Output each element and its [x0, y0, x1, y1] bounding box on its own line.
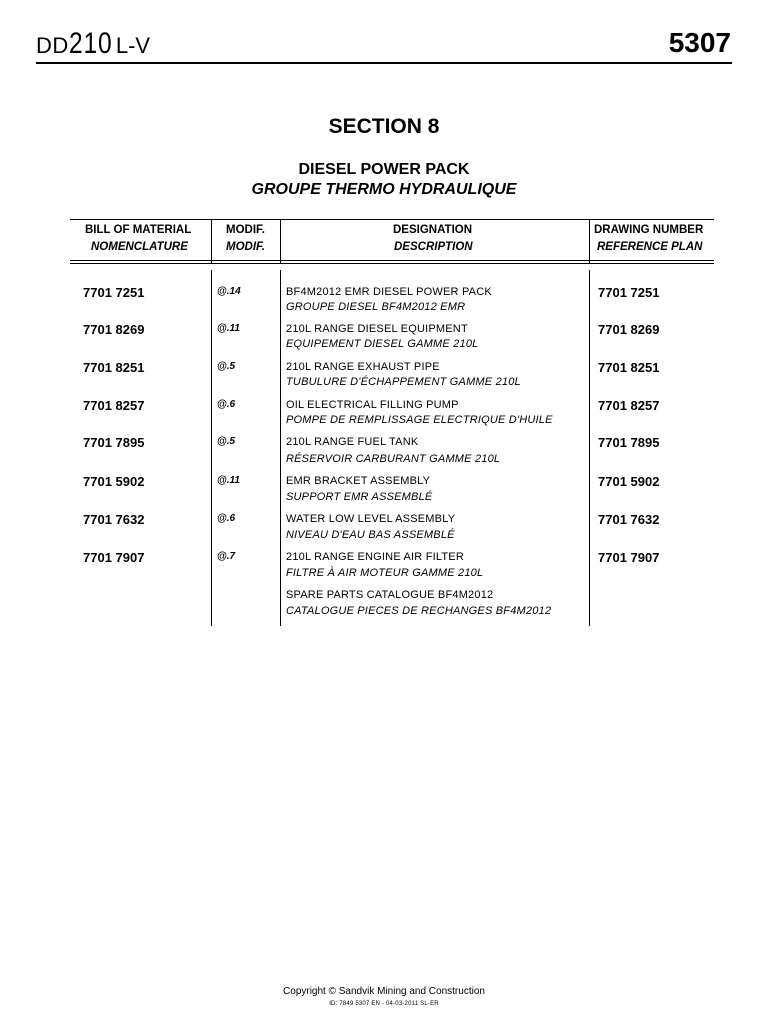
- copyright: Copyright © Sandvik Mining and Construction: [283, 986, 485, 997]
- model-suffix: L-V: [115, 33, 151, 58]
- table-header-rule-2: [70, 263, 714, 264]
- row-modif: @.7: [217, 551, 236, 562]
- row-modif: @.14: [217, 286, 241, 297]
- row-designation-fr: GROUPE DIESEL BF4M2012 EMR: [286, 301, 466, 313]
- row-designation-fr: FILTRE À AIR MOTEUR GAMME 210L: [286, 567, 484, 579]
- row-bom-number: 7701 8251: [83, 360, 145, 375]
- section-title: SECTION 8: [328, 115, 440, 138]
- row-bom-number: 7701 7632: [83, 512, 145, 527]
- row-designation-en: 210L RANGE FUEL TANK: [286, 436, 419, 448]
- table-top-rule: [70, 219, 714, 220]
- col-sep-3: [589, 270, 590, 626]
- row-designation-en: SPARE PARTS CATALOGUE BF4M2012: [286, 589, 494, 601]
- col-sep-1: [211, 270, 212, 626]
- row-designation-en: OIL ELECTRICAL FILLING PUMP: [286, 399, 459, 411]
- row-modif: @.5: [217, 436, 236, 447]
- col-header-modif: MODIF.: [226, 224, 265, 236]
- col-header-designation: DESIGNATION: [393, 224, 473, 236]
- title-french: GROUPE THERMO HYDRAULIQUE: [251, 181, 517, 198]
- row-designation-en: BF4M2012 EMR DIESEL POWER PACK: [286, 286, 492, 298]
- row-designation-fr: SUPPORT EMR ASSEMBLÉ: [286, 491, 433, 503]
- row-designation-fr: POMPE DE REMPLISSAGE ELECTRIQUE D'HUILE: [286, 414, 553, 426]
- row-modif: @.6: [217, 513, 236, 524]
- row-modif: @.5: [217, 361, 236, 372]
- row-drawing-number: 7701 7251: [598, 285, 660, 300]
- row-bom-number: 7701 7251: [83, 285, 145, 300]
- model-designation: [36, 24, 150, 64]
- row-bom-number: 7701 7907: [83, 550, 145, 565]
- col-header-drawing-fr: REFERENCE PLAN: [597, 241, 703, 253]
- row-designation-en: 210L RANGE ENGINE AIR FILTER: [286, 551, 464, 563]
- row-drawing-number: 7701 8269: [598, 322, 660, 337]
- row-bom-number: 7701 7895: [83, 435, 145, 450]
- row-designation-en: WATER LOW LEVEL ASSEMBLY: [286, 513, 456, 525]
- row-designation-en: 210L RANGE EXHAUST PIPE: [286, 361, 440, 373]
- row-bom-number: 7701 5902: [83, 474, 145, 489]
- row-drawing-number: 7701 7632: [598, 512, 660, 527]
- col-sep-2: [280, 270, 281, 626]
- row-modif: @.6: [217, 399, 236, 410]
- col-sep-2-header: [280, 219, 281, 263]
- row-drawing-number: 7701 8251: [598, 360, 660, 375]
- col-sep-1-header: [211, 219, 212, 263]
- row-designation-fr: TUBULURE D'ÉCHAPPEMENT GAMME 210L: [286, 376, 521, 388]
- model-number: 210: [68, 27, 113, 60]
- col-header-bom-fr: NOMENCLATURE: [91, 241, 188, 253]
- row-drawing-number: 7701 8257: [598, 398, 660, 413]
- col-header-drawing: DRAWING NUMBER: [594, 224, 704, 236]
- page-number: 5307: [668, 27, 731, 58]
- row-modif: @.11: [217, 323, 240, 334]
- row-modif: @.11: [217, 475, 240, 486]
- document-id: ID: 7849 5307 EN - 04-03-2011 SL-ER: [329, 1001, 439, 1007]
- col-header-modif-fr: MODIF.: [226, 241, 265, 253]
- row-bom-number: 7701 8257: [83, 398, 145, 413]
- row-drawing-number: 7701 7907: [598, 550, 660, 565]
- row-designation-fr: NIVEAU D'EAU BAS ASSEMBLÉ: [286, 529, 455, 541]
- col-sep-3-header: [589, 219, 590, 263]
- row-designation-en: 210L RANGE DIESEL EQUIPMENT: [286, 323, 468, 335]
- row-designation-fr: RÉSERVOIR CARBURANT GAMME 210L: [286, 453, 501, 465]
- header-rule: [36, 62, 732, 64]
- model-prefix: DD: [36, 33, 69, 58]
- title-english: DIESEL POWER PACK: [298, 161, 470, 178]
- table-header-rule: [70, 260, 714, 261]
- col-header-designation-fr: DESCRIPTION: [394, 241, 473, 253]
- row-designation-fr: CATALOGUE PIECES DE RECHANGES BF4M2012: [286, 605, 552, 617]
- row-drawing-number: 7701 7895: [598, 435, 660, 450]
- row-designation-en: EMR BRACKET ASSEMBLY: [286, 475, 431, 487]
- row-bom-number: 7701 8269: [83, 322, 145, 337]
- row-designation-fr: EQUIPEMENT DIESEL GAMME 210L: [286, 338, 479, 350]
- col-header-bom: BILL OF MATERIAL: [85, 224, 192, 236]
- row-drawing-number: 7701 5902: [598, 474, 660, 489]
